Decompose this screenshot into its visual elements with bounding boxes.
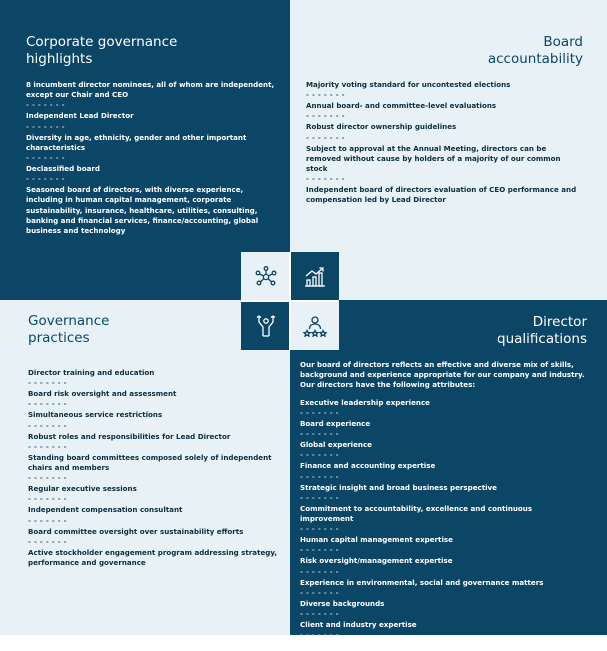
- director-qualifications-intro: Our board of directors reflects an effective and diverse mix of skills, background and experience appropriate for our company and industry. Our directors have the following attributes:: [300, 360, 585, 390]
- list-item: Seasoned board of directors, with diverse experience, including in human capital management, corporate sustainability, insurance, healthcare, utilities, consulting, banking and financial services, finance/accounting, global business and technology: [26, 185, 259, 236]
- list-item: Diversity in age, ethnicity, gender and other important characteristics: [26, 132, 247, 152]
- center-quadrant-top-left: [241, 252, 290, 301]
- list-item: Majority voting standard for uncontested elections: [306, 80, 511, 89]
- list-item: Regular executive sessions: [28, 484, 137, 494]
- list-item: Independent board of directors evaluation of CEO performance and compensation led by Lead Director: [306, 185, 577, 205]
- item-separator: - - - - - - -: [300, 451, 339, 460]
- item-separator: - - - - - - -: [28, 379, 67, 388]
- people-network-icon: [254, 265, 278, 289]
- center-icon-circle: [241, 252, 339, 350]
- item-separator: - - - - - - -: [300, 472, 339, 481]
- item-separator: - - - - - - -: [26, 122, 65, 131]
- person-stars-icon: [303, 314, 327, 338]
- list-item: Strategic insight and broad business perspective: [300, 482, 497, 492]
- list-item: Human capital management expertise: [300, 535, 453, 545]
- title-line: Director: [532, 314, 587, 330]
- circle-divider-horizontal: [241, 300, 339, 302]
- list-item: Robust roles and responsibilities for Lead Director: [28, 431, 231, 441]
- title-line: Governance: [28, 313, 110, 329]
- list-item: 8 incumbent director nominees, all of whom are independent, except our Chair and CEO: [26, 80, 275, 100]
- item-separator: - - - - - - -: [306, 91, 345, 100]
- board-accountability-list: [306, 80, 583, 206]
- item-separator: - - - - - - -: [306, 133, 345, 142]
- center-quadrant-bottom-right: [290, 301, 339, 350]
- list-item: Simultaneous service restrictions: [28, 410, 163, 420]
- item-separator: - - - - - - -: [28, 537, 67, 546]
- title-line: qualifications: [497, 331, 587, 347]
- item-separator: - - - - - - -: [300, 631, 339, 640]
- item-separator: - - - - - - -: [300, 430, 339, 439]
- item-separator: - - - - - - -: [26, 175, 65, 184]
- raised-hands-icon: [254, 314, 278, 338]
- item-separator: - - - - - - -: [300, 546, 339, 555]
- item-separator: - - - - - - -: [28, 495, 67, 504]
- list-item: Standing board committees composed solely of independent chairs and members: [28, 452, 272, 473]
- title-line: highlights: [26, 51, 93, 67]
- list-item: Subject to approval at the Annual Meeting, directors can be removed without cause by holders of a majority of our common stock: [306, 143, 561, 174]
- list-item: Client and industry expertise: [300, 619, 417, 629]
- item-separator: - - - - - - -: [26, 101, 65, 110]
- item-separator: - - - - - - -: [26, 154, 65, 163]
- item-separator: - - - - - - -: [28, 442, 67, 451]
- list-item: Risk oversight/management expertise: [300, 556, 453, 566]
- list-item: Independent compensation consultant: [28, 505, 183, 515]
- list-item: Independent Lead Director: [26, 111, 134, 121]
- director-qualifications-title: [300, 314, 587, 348]
- list-item: Diverse backgrounds: [300, 598, 385, 608]
- list-item: Executive leadership experience: [300, 397, 430, 407]
- list-item: Finance and accounting expertise: [300, 461, 436, 471]
- item-separator: - - - - - - -: [28, 400, 67, 409]
- item-separator: - - - - - - -: [306, 175, 345, 184]
- list-item: Annual board- and committee-level evaluations: [306, 101, 497, 111]
- governance-practices-panel: [0, 300, 290, 635]
- item-separator: - - - - - - -: [28, 474, 67, 483]
- list-item: Commitment to driving our growth and success: [300, 641, 491, 651]
- list-item: Commitment to accountability, excellence and continuous improvement: [300, 503, 533, 523]
- title-line: Board: [543, 34, 583, 50]
- director-qualifications-panel: [290, 300, 607, 651]
- item-separator: - - - - - - -: [300, 567, 339, 576]
- list-item: Active stockholder engagement program addressing strategy, performance and governance: [28, 547, 278, 568]
- item-separator: - - - - - - -: [28, 421, 67, 430]
- governance-practices-list: [28, 368, 280, 568]
- list-item: Global experience: [300, 440, 372, 450]
- title-line: Corporate governance: [26, 34, 178, 50]
- item-separator: - - - - - - -: [28, 516, 67, 525]
- director-qualifications-list: [300, 398, 587, 651]
- title-line: practices: [28, 330, 90, 346]
- center-quadrant-top-right: [290, 252, 339, 301]
- item-separator: - - - - - - -: [300, 588, 339, 597]
- corporate-governance-list: [26, 80, 278, 236]
- list-item: Board committee oversight over sustainability efforts: [28, 526, 244, 536]
- list-item: Director training and education: [28, 368, 155, 377]
- corporate-governance-title: [26, 34, 278, 68]
- list-item: Board risk oversight and assessment: [28, 389, 177, 399]
- item-separator: - - - - - - -: [300, 408, 339, 417]
- list-item: Experience in environmental, social and governance matters: [300, 577, 544, 587]
- list-item: Robust director ownership guidelines: [306, 122, 457, 132]
- board-accountability-title: [306, 34, 583, 68]
- growth-chart-icon: [303, 265, 327, 289]
- item-separator: - - - - - - -: [300, 609, 339, 618]
- center-quadrant-bottom-left: [241, 301, 290, 350]
- item-separator: - - - - - - -: [306, 112, 345, 121]
- list-item: Declassified board: [26, 164, 100, 174]
- list-item: Board experience: [300, 418, 371, 428]
- item-separator: - - - - - - -: [300, 525, 339, 534]
- title-line: accountability: [487, 51, 583, 67]
- item-separator: - - - - - - -: [300, 493, 339, 502]
